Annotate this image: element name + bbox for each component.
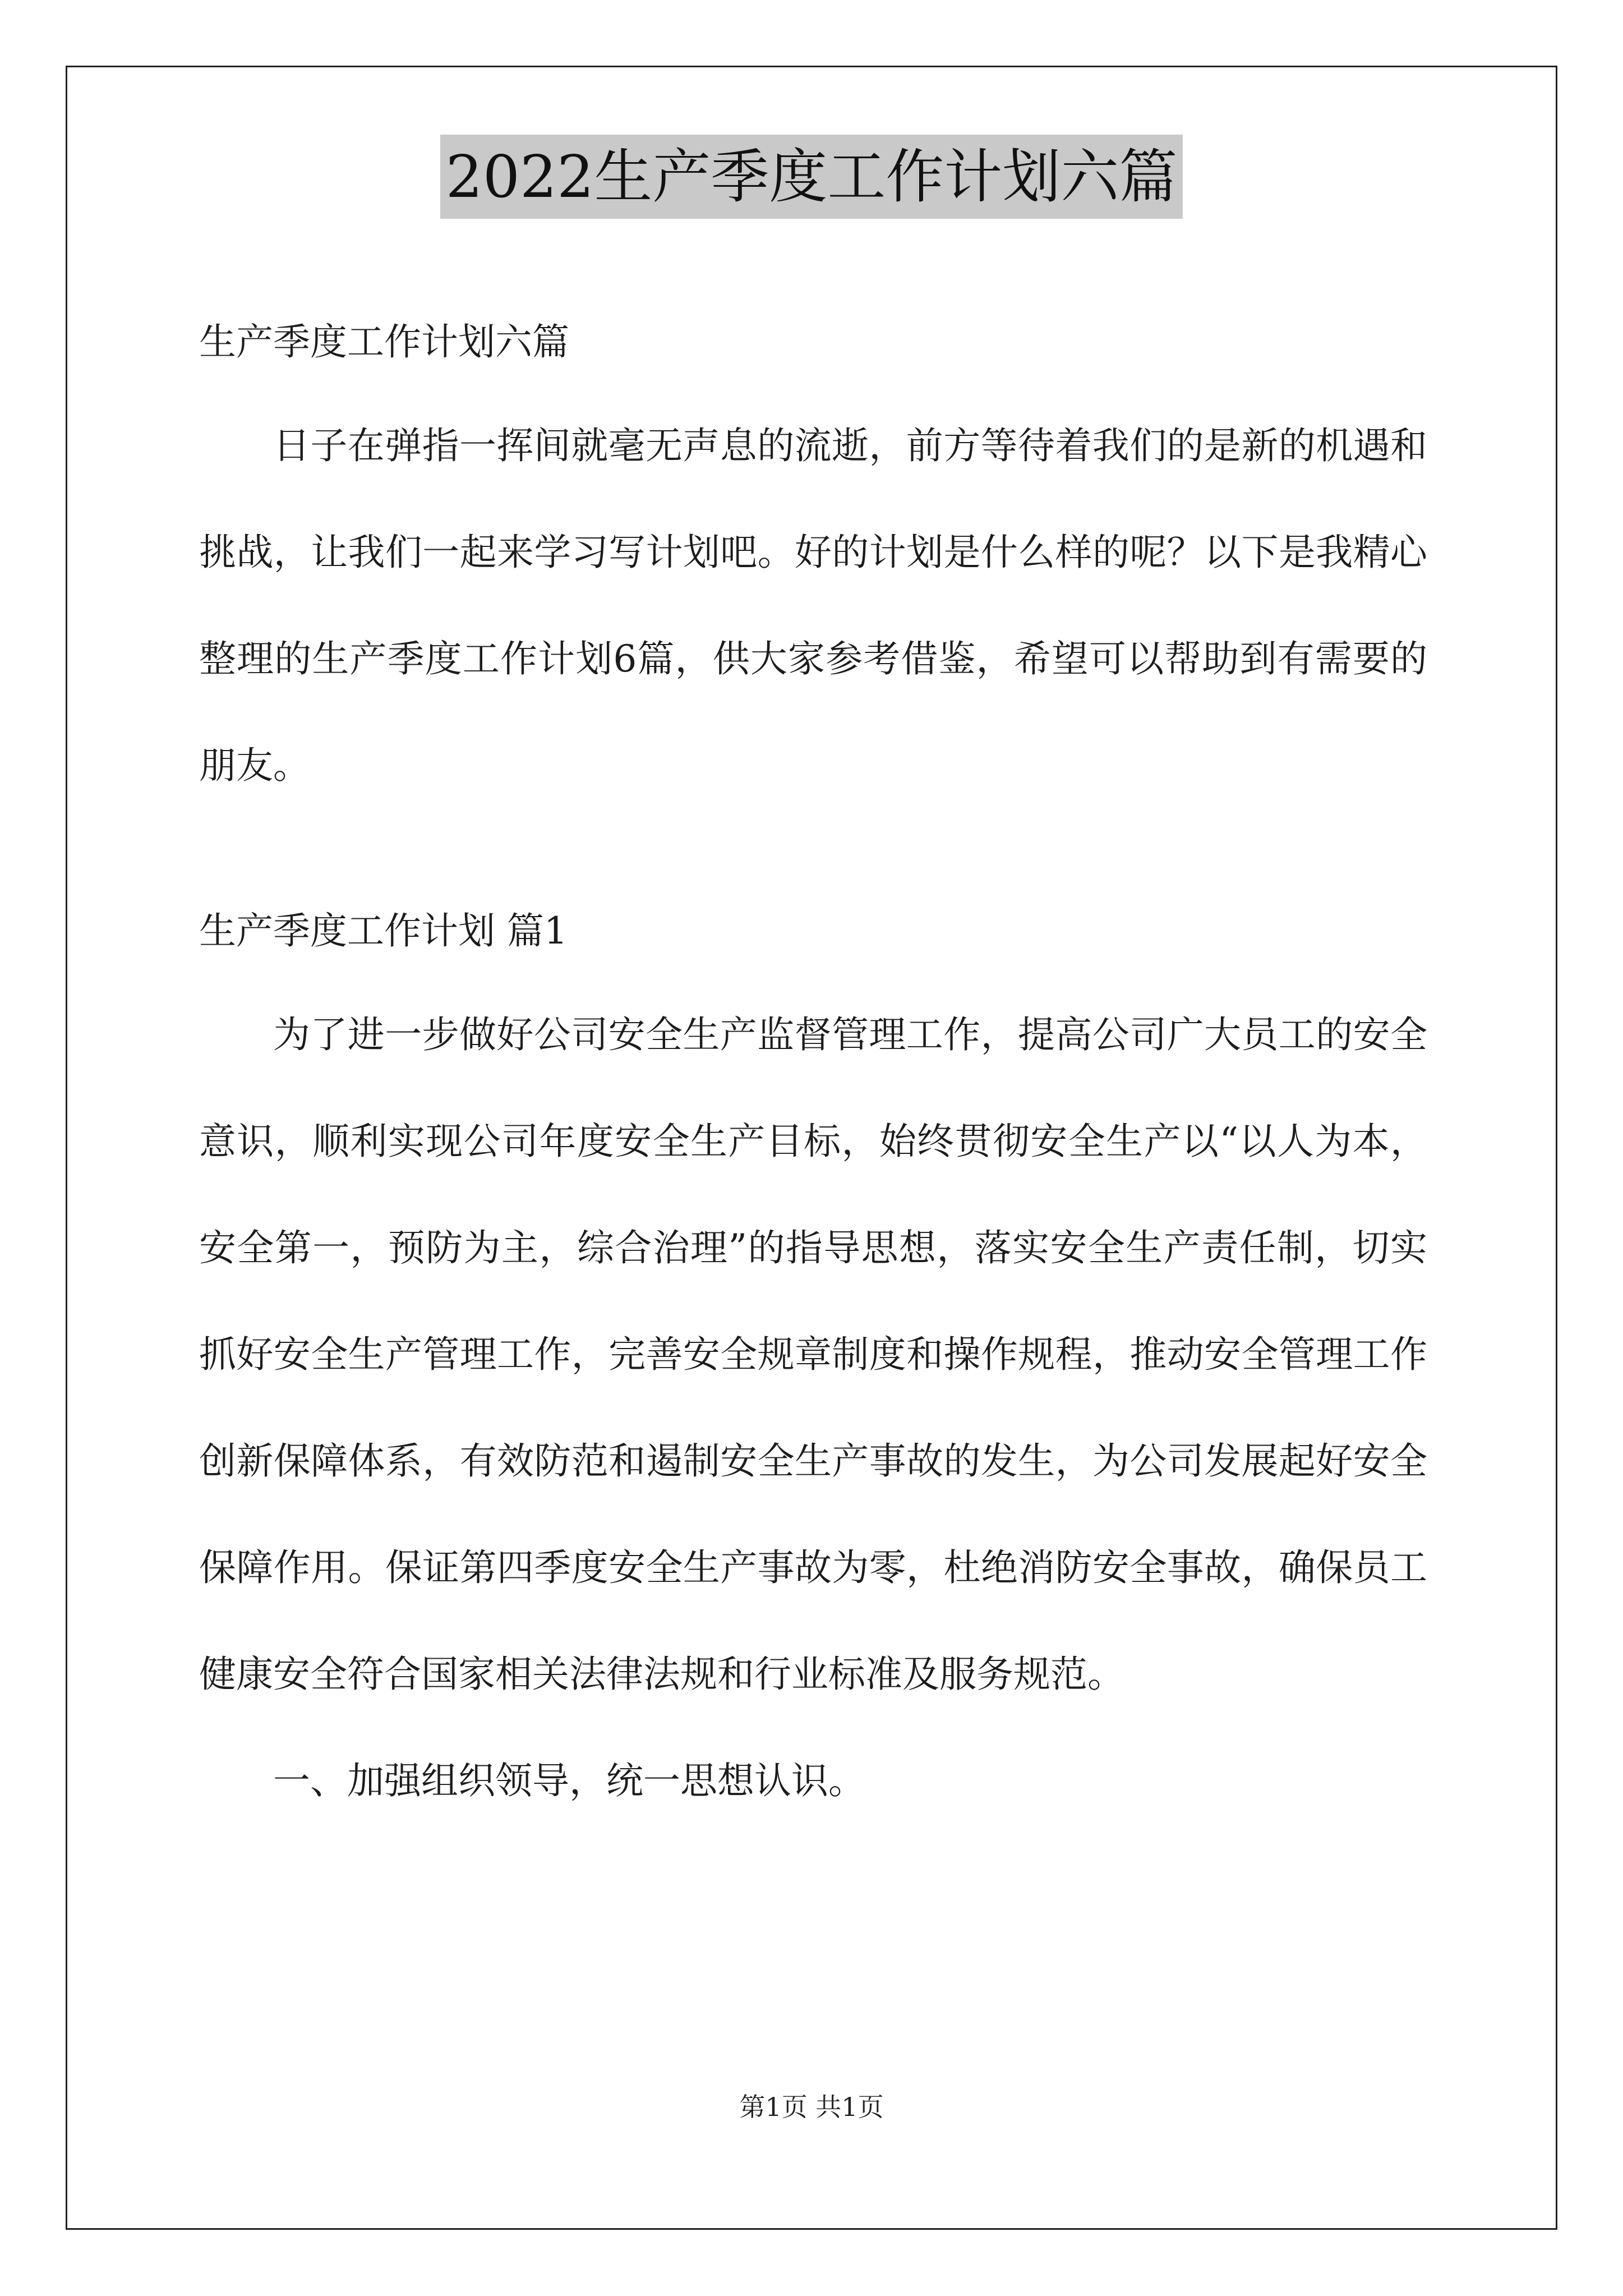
page-footer: 第1页 共1页 [739,2092,884,2122]
section-paragraph: 为了进一步做好公司安全生产监督管理工作，提高公司广大员工的安全意识，顺利实现公司年度安全生产目标，始终贯彻安全生产以“以人为本，安全第一，预防为主，综合治理”的指导思想，落实安全生产责任制，切实抓好安全生产管理工作，完善安全规章制度和操作规程，推动安全管理工作创新保障体系，有效防范和遏制安全生产事故的发生，为公司发展起好安全保障作用。保证第四季度安全生产事故为零，杜绝消防安全事故，确保员工健康安全符合国家相关法律法规和行业标准及服务规范。 [199,1013,1427,1696]
section-heading: 生产季度工作计划 篇1 [199,909,568,953]
document-title: 2022生产季度工作计划六篇 [440,135,1183,219]
list-item-1: 一、加强组织领导，统一思想认识。 [273,1759,865,1802]
title-container [0,135,1623,219]
document-subtitle: 生产季度工作计划六篇 [199,320,569,364]
intro-paragraph: 日子在弹指一挥间就毫无声息的流逝，前方等待着我们的是新的机遇和挑战，让我们一起来学习写计划吧。好的计划是什么样的呢？以下是我精心整理的生产季度工作计划6篇，供大家参考借鉴，希望可以帮助到有需要的朋友。 [199,424,1427,787]
document-body [199,303,1427,1834]
